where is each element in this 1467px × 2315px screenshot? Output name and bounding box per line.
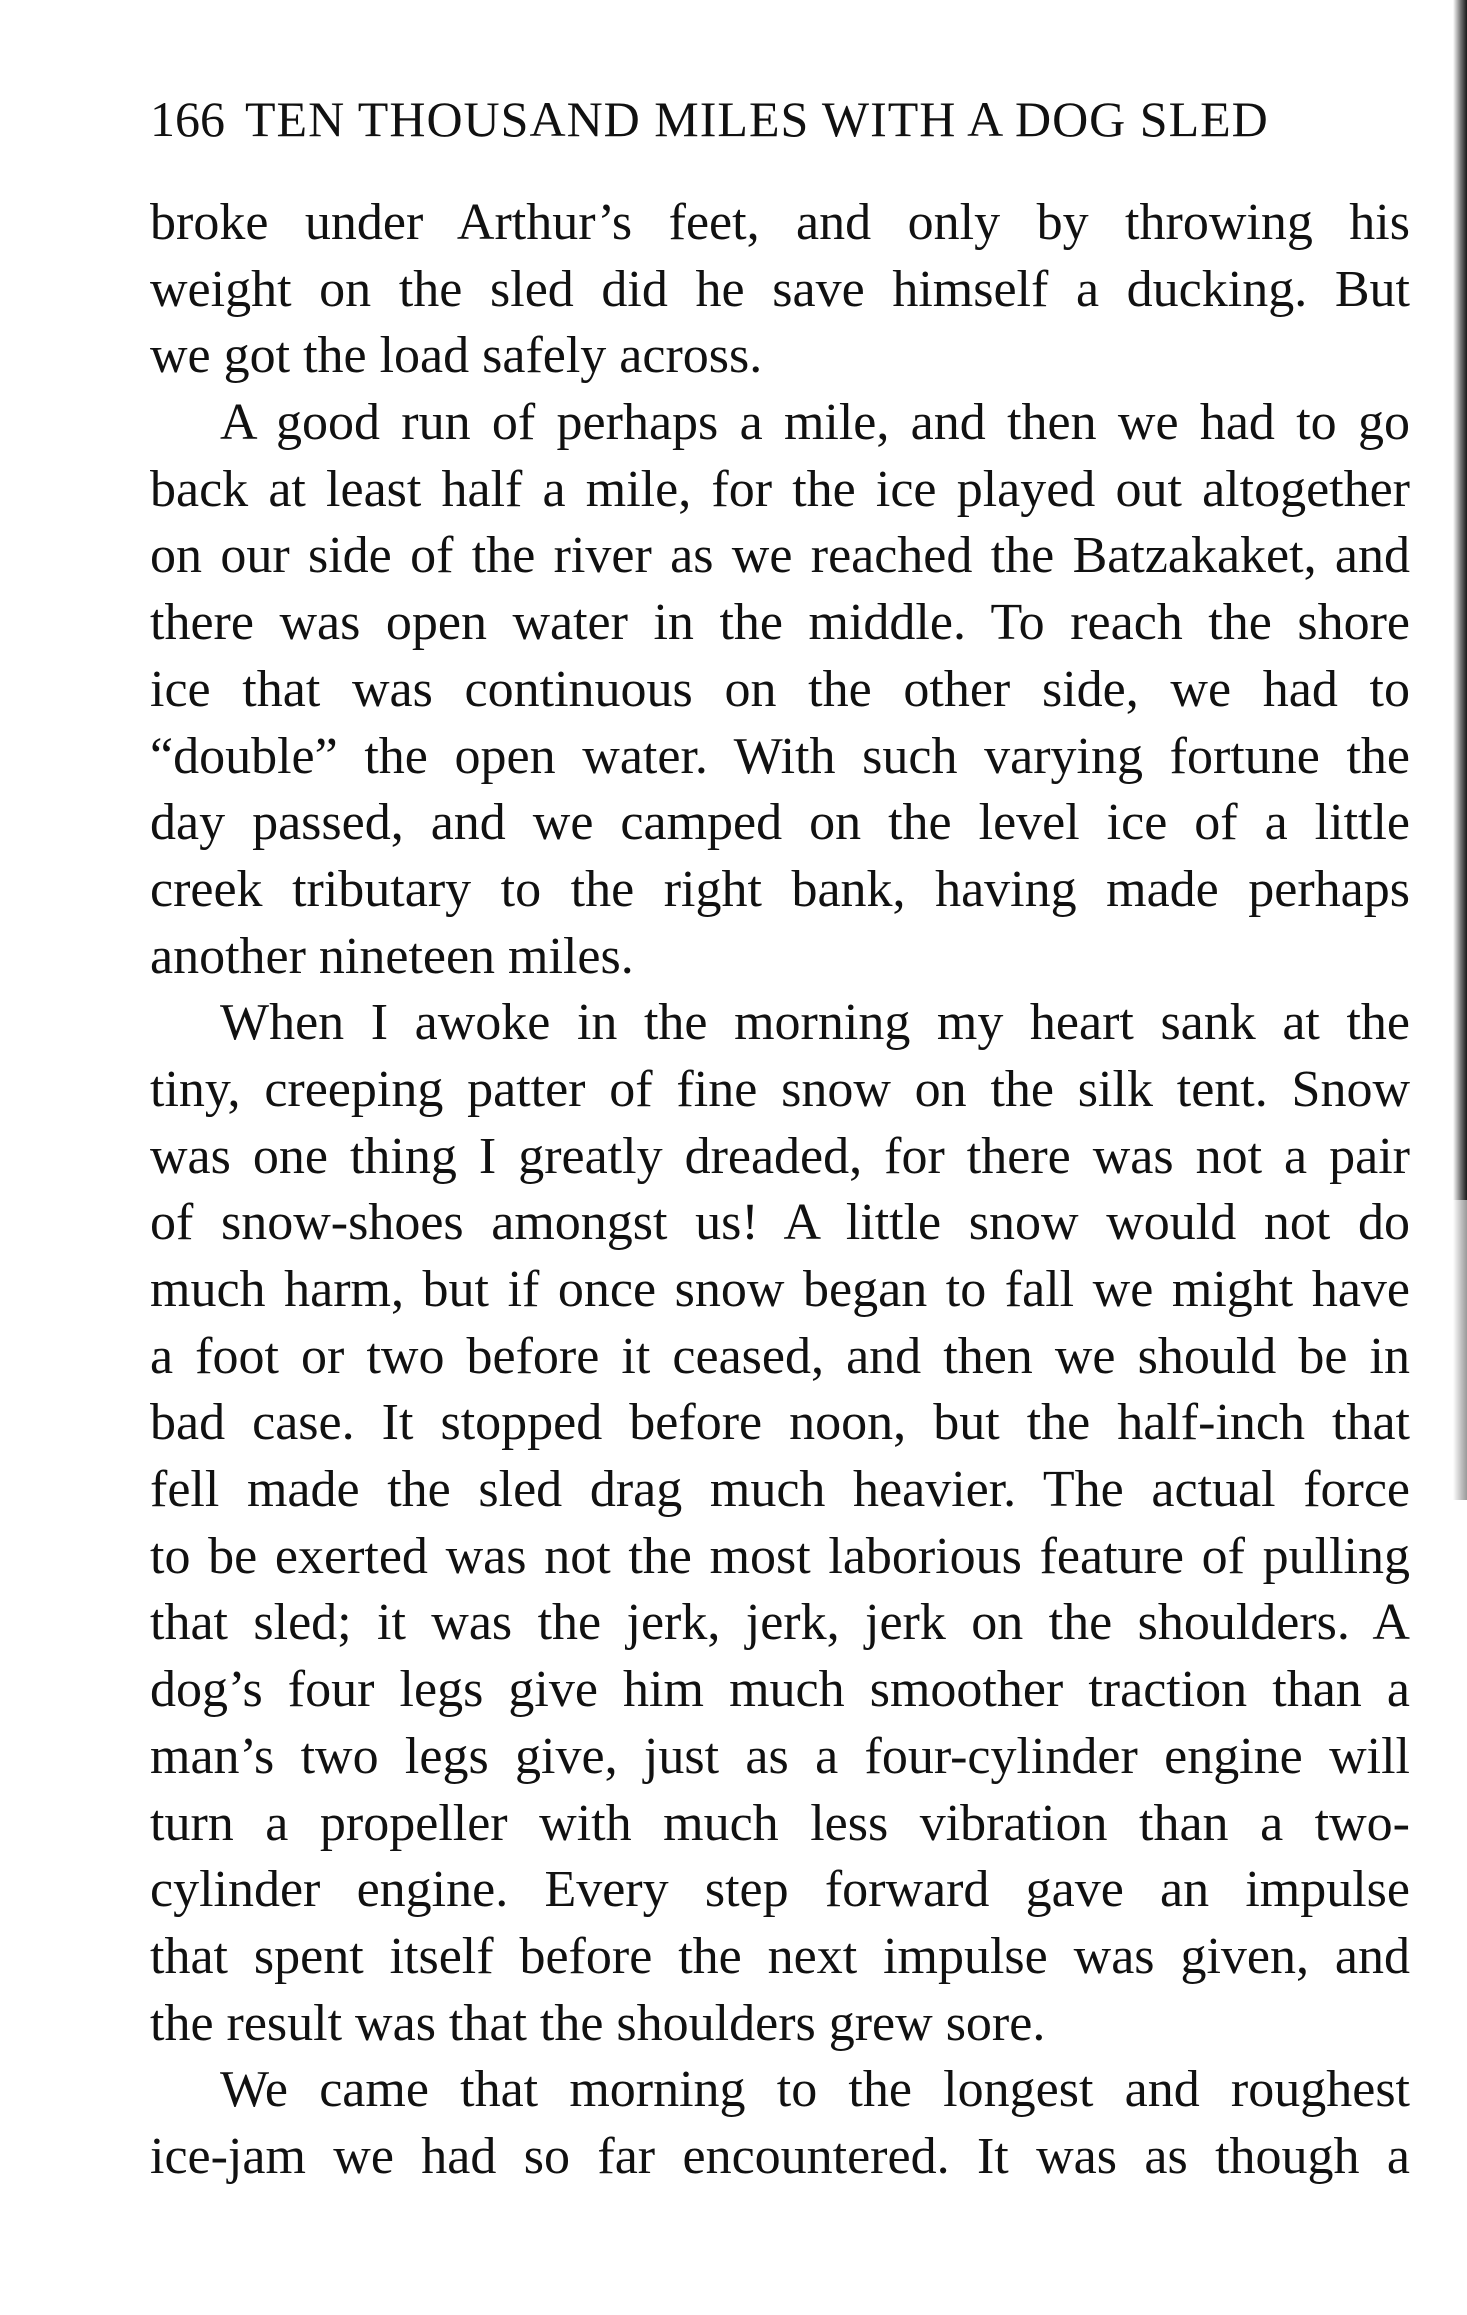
page-edge-shadow	[1453, 0, 1467, 1200]
text-line: was one thing I greatly dreaded, for there was not a pair	[150, 1127, 1410, 1185]
running-title: TEN THOUSAND MILES WITH A DOG SLED	[245, 91, 1269, 147]
text-line: of snow-shoes amongst us! A little snow would not do	[150, 1194, 1410, 1252]
text-line: that spent itself before the next impulse was given, and	[150, 1927, 1410, 1985]
text-line: a foot or two before it ceased, and then we should be in	[150, 1327, 1410, 1385]
text-line: that sled; it was the jerk, jerk, jerk on the shoulders. A	[150, 1594, 1410, 1652]
text-line: tiny, creeping patter of fine snow on the silk tent. Snow	[150, 1060, 1410, 1118]
page-number: 166	[150, 91, 225, 147]
text-line: A good run of perhaps a mile, and then we had to go	[220, 394, 1410, 452]
text-line: to be exerted was not the most laborious feature of pulling	[150, 1527, 1410, 1585]
text-line: much harm, but if once snow began to fall we might have	[150, 1261, 1410, 1318]
text-line: We came that morning to the longest and roughest	[220, 2061, 1410, 2119]
page-edge-shadow-lower	[1453, 1200, 1467, 1500]
text-line: “double” the open water. With such varying fortune the	[150, 727, 1410, 785]
text-line: we got the load safely across.	[150, 327, 763, 385]
text-line: ice that was continuous on the other side, we had to	[150, 660, 1410, 718]
text-line: weight on the sled did he save himself a ducking. But	[150, 260, 1410, 318]
text-line: broke under Arthur’s feet, and only by throwing his	[150, 194, 1410, 251]
body-text	[150, 190, 1410, 2191]
text-line: man’s two legs give, just as a four-cylinder engine will	[150, 1727, 1410, 1785]
text-line: the result was that the shoulders grew sore.	[150, 1994, 1046, 2052]
text-line: bad case. It stopped before noon, but the half-inch that	[150, 1394, 1410, 1452]
text-line: turn a propeller with much less vibration than a two-	[150, 1794, 1410, 1852]
text-line: on our side of the river as we reached the Batzakaket, and	[150, 527, 1410, 585]
text-line: creek tributary to the right bank, having made perhaps	[150, 860, 1410, 918]
text-line: cylinder engine. Every step forward gave an impulse	[150, 1861, 1410, 1919]
text-line: another nineteen miles.	[150, 927, 634, 985]
text-line: day passed, and we camped on the level ice of a little	[150, 794, 1410, 852]
text-line: When I awoke in the morning my heart sank at the	[220, 994, 1410, 1052]
running-header	[150, 88, 1410, 150]
text-line: dog’s four legs give him much smoother traction than a	[150, 1661, 1410, 1719]
text-line: fell made the sled drag much heavier. The actual force	[150, 1461, 1410, 1519]
text-line: ice-jam we had so far encountered. It was as though a	[150, 2127, 1410, 2185]
text-line: back at least half a mile, for the ice played out altogether	[150, 460, 1410, 518]
text-line: there was open water in the middle. To reach the shore	[150, 594, 1410, 652]
